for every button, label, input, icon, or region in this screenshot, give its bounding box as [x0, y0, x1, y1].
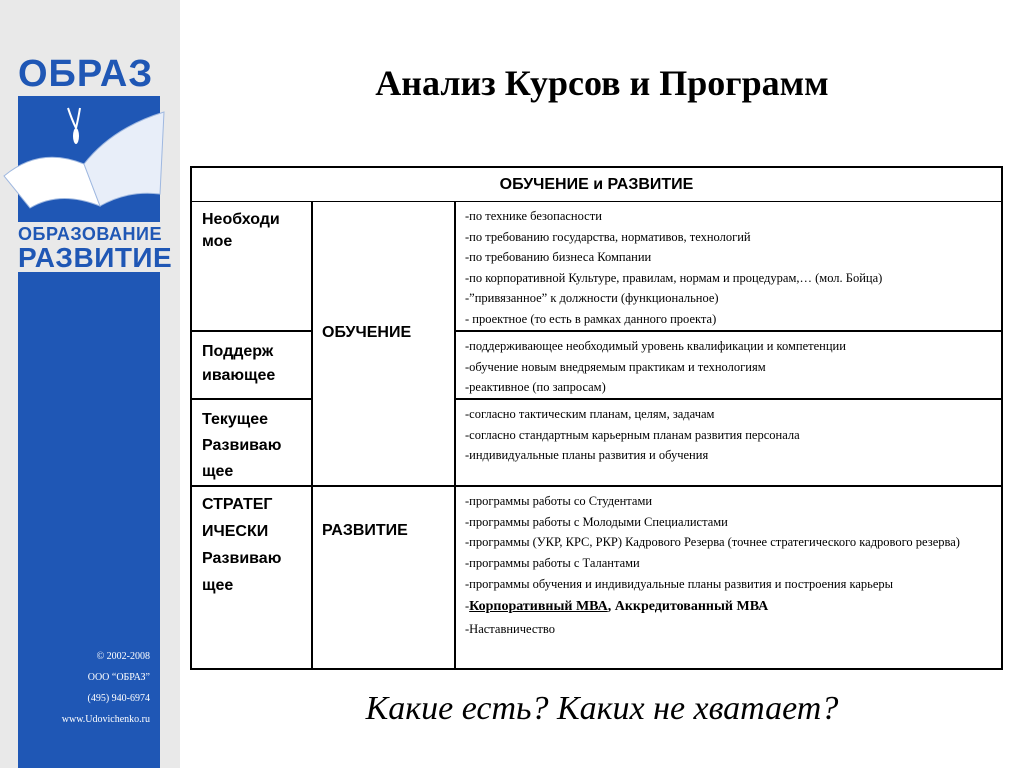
row-divider [454, 398, 1001, 400]
list-item: -программы работы со Студентами [465, 494, 653, 508]
items-cell [465, 336, 997, 398]
column-divider [454, 202, 456, 670]
company-name: ООО “ОБРАЗ” [87, 672, 150, 683]
list-item: -Наставничество [465, 622, 555, 636]
list-item: -индивидуальные планы развития и обучения [465, 448, 709, 462]
category-cell: СТРАТЕГ ИЧЕСКИ Развиваю щее [202, 496, 282, 594]
list-item: -программы обучения и индивидуальные планы развития и построения карьеры [465, 576, 894, 591]
page-title: Анализ Курсов и Программ [375, 63, 829, 103]
row-divider [192, 330, 311, 332]
mba-link[interactable]: Корпоративный МВА [469, 599, 608, 614]
items-cell [465, 491, 997, 640]
sidebar-top-band [18, 0, 160, 56]
group-label-training: ОБУЧЕНИЕ [322, 324, 412, 341]
items-cell [465, 206, 997, 329]
list-item: -реактивное (по запросам) [465, 380, 606, 394]
list-item: -поддерживающее необходимый уровень квалификации и компетенции [465, 339, 846, 353]
category-cell: Поддерж ивающее [202, 343, 276, 384]
list-item: -по требованию бизнеса Компании [465, 250, 652, 264]
open-book-icon [0, 98, 170, 218]
list-item: - проектное (то есть в рамках данного проекта) [465, 311, 717, 326]
logo-line-development: РАЗВИТИЕ [18, 242, 173, 273]
list-item: -по требованию государства, нормативов, технологий [465, 229, 751, 244]
analysis-table [190, 166, 1003, 670]
list-item-mba: -Корпоративный МВА, Аккредитованный МВА [465, 599, 769, 614]
row-divider [192, 398, 311, 400]
row-divider [192, 485, 1001, 487]
website-link[interactable]: www.Udovichenko.ru [61, 714, 150, 725]
list-item: -согласно стандартным карьерным планам развития персонала [465, 427, 800, 442]
list-item: -согласно тактическим планам, целям, задачам [465, 407, 715, 421]
category-cell: Текущее Развиваю щее [202, 411, 282, 480]
copyright-text: © 2002-2008 [96, 651, 150, 662]
items-cell [465, 404, 997, 466]
sidebar-footer [40, 646, 150, 730]
list-item: -программы (УКР, КРС, РКР) Кадрового Резерва (точнее стратегического кадрового резерва) [465, 535, 960, 549]
list-item: -обучение новым внедряемым практикам и технологиям [465, 359, 766, 374]
category-cell: Необходи мое [202, 211, 280, 250]
column-divider [311, 202, 313, 670]
list-item: -”привязанное” к должности (функциональное) [465, 291, 719, 305]
logo-subtitle [18, 222, 173, 273]
list-item: -по корпоративной Культуре, правилам, нормам и процедурам,… (мол. Бойца) [465, 270, 883, 285]
group-label-development: РАЗВИТИЕ [322, 522, 408, 539]
row-divider [454, 330, 1001, 332]
closing-question: Какие есть? Каких не хватает? [365, 690, 839, 727]
list-item: -программы работы с Талантами [465, 556, 640, 570]
logo-line-education: ОБРАЗОВАНИЕ [18, 224, 162, 244]
list-item: -программы работы с Молодыми Специалистами [465, 514, 728, 529]
phone-number: (495) 940-6974 [87, 693, 150, 704]
table-header: ОБУЧЕНИЕ и РАЗВИТИЕ [192, 168, 1001, 202]
logo-title: ОБРАЗ [18, 52, 160, 96]
list-item: -по технике безопасности [465, 209, 602, 223]
